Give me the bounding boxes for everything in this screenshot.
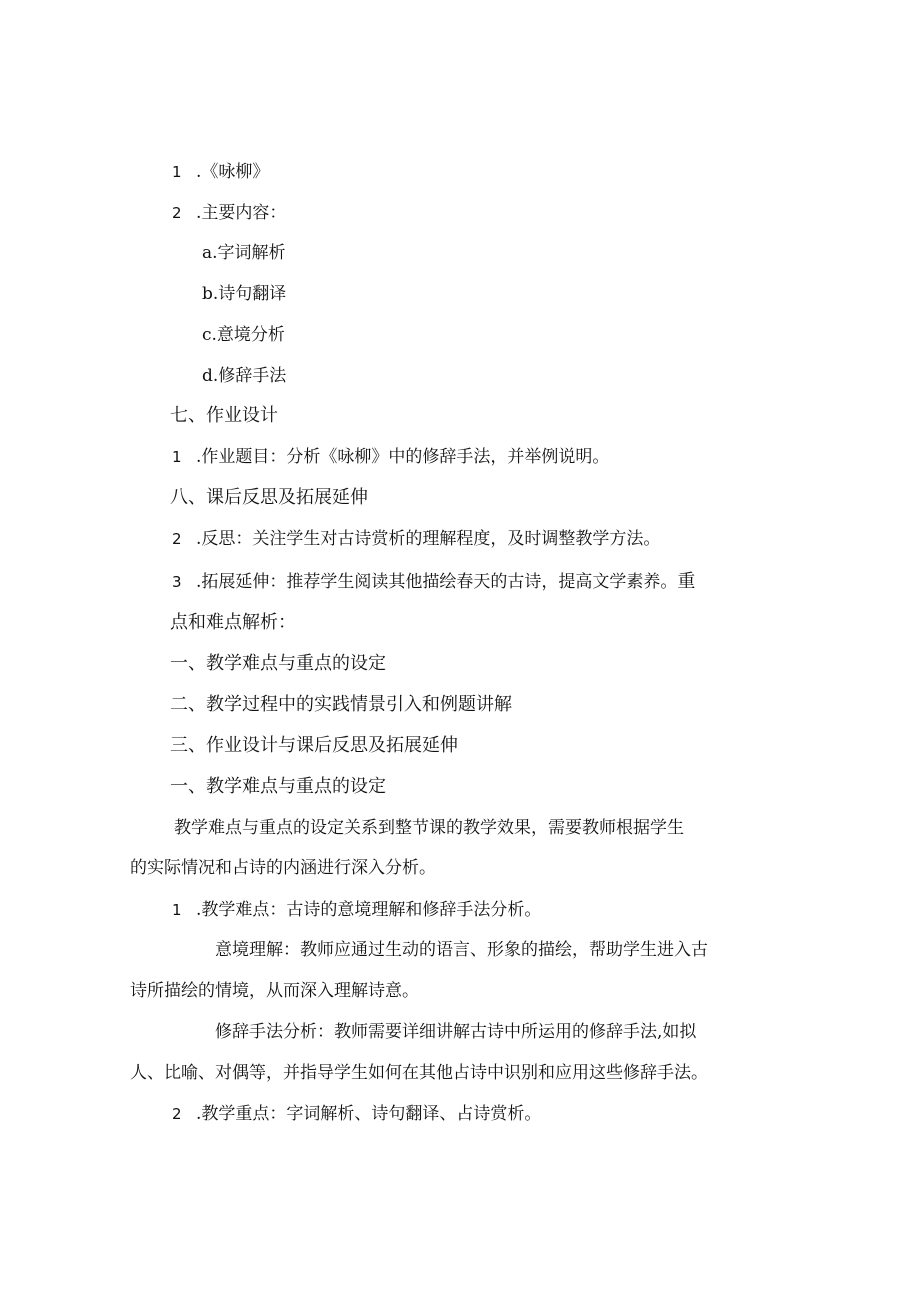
list-number: 2 — [172, 1105, 182, 1123]
section-heading-difficulty-key: 一、教学难点与重点的设定 — [170, 776, 386, 797]
list-number: 2 — [172, 204, 182, 222]
paragraph-imagery-line-1: 意境理解：教师应通过生动的语言、形象的描绘，帮助学生进入古 — [215, 940, 708, 960]
paragraph-rhetoric-line-2: 人、比喻、对偶等，并指导学生如何在其他占诗中识别和应用这些修辞手法。 — [130, 1063, 708, 1083]
difficulty-item — [172, 898, 541, 922]
list-text: .主要内容： — [196, 203, 287, 223]
analysis-heading: 点和难点解析： — [170, 612, 296, 633]
list-text: .教学重点：字词解析、诗句翻译、占诗赏析。 — [196, 1104, 542, 1124]
list-number: 1 — [172, 448, 182, 466]
list-text: .作业题目：分析《咏柳》中的修辞手法，并举例说明。 — [196, 447, 610, 467]
list-text: .拓展延伸：推荐学生阅读其他描绘春天的古诗，提高文学素养。 — [196, 572, 678, 592]
reflection-item — [172, 527, 660, 551]
homework-item — [172, 445, 609, 469]
paragraph-intro-line-1: 教学难点与重点的设定关系到整节课的教学效果，需要教师根据学生 — [174, 818, 684, 838]
outline-item-1: 一、教学难点与重点的设定 — [170, 653, 386, 674]
list-item-main-content — [172, 201, 286, 225]
outline-item-3: 三、作业设计与课后反思及拓展延伸 — [170, 735, 458, 756]
outline-item-2: 二、教学过程中的实践情景引入和例题讲解 — [170, 694, 512, 715]
list-text: .《咏柳》 — [196, 162, 270, 182]
list-number: 2 — [172, 530, 182, 548]
key-point-item — [172, 1102, 541, 1126]
list-item-poem-title — [172, 160, 269, 184]
sub-item-imagery-analysis: c.意境分析 — [202, 325, 285, 345]
list-text: .教学难点：古诗的意境理解和修辞手法分析。 — [196, 900, 542, 920]
section-heading-reflection: 八、课后反思及拓展延伸 — [170, 487, 368, 508]
paragraph-rhetoric-line-1: 修辞手法分析：教师需要详细讲解古诗中所运用的修辞手法,如拟 — [215, 1022, 697, 1042]
sub-item-rhetoric: d.修辞手法 — [202, 366, 287, 386]
heading-fragment: 重 — [677, 571, 696, 592]
paragraph-intro-line-2: 的实际情况和占诗的内涵进行深入分析。 — [130, 858, 436, 878]
sub-item-word-analysis: a.字词解析 — [202, 243, 286, 263]
paragraph-imagery-line-2: 诗所描绘的情境，从而深入理解诗意。 — [130, 981, 419, 1001]
list-number: 1 — [172, 901, 182, 919]
extension-item — [172, 570, 695, 594]
list-number: 3 — [172, 573, 182, 591]
list-text: .反思：关注学生对古诗赏析的理解程度，及时调整教学方法。 — [196, 529, 661, 549]
sub-item-verse-translation: b.诗句翻译 — [202, 284, 287, 304]
section-heading-homework: 七、作业设计 — [170, 405, 278, 426]
list-number: 1 — [172, 163, 182, 181]
